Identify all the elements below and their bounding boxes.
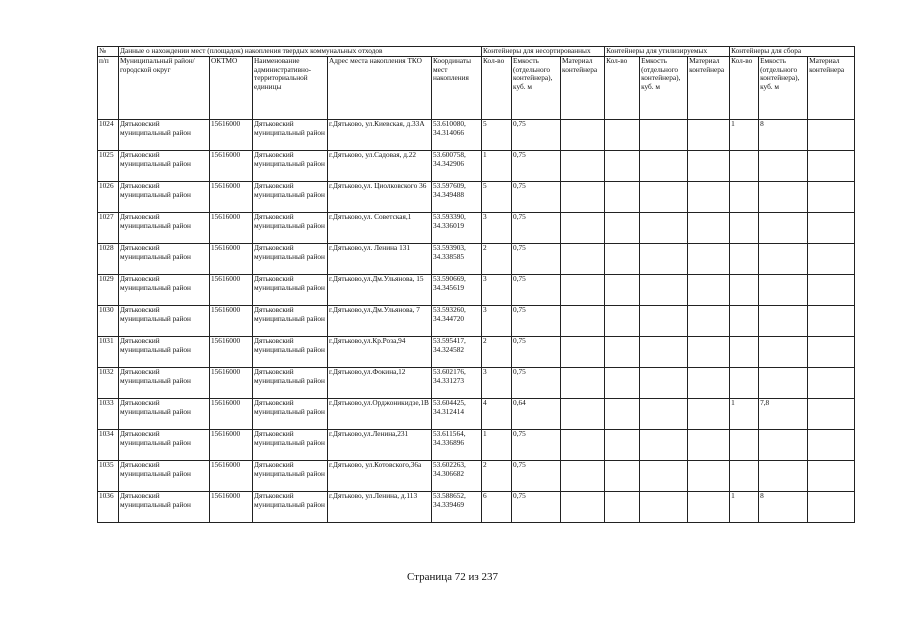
collection-quantity-cell <box>730 275 759 306</box>
header-recyclable-quantity: Кол-во <box>605 57 640 120</box>
header-unsorted-material: Материал контейнера <box>561 57 605 120</box>
row-number-cell: 1025 <box>98 151 119 182</box>
admin-unit-cell: Дятьковский муниципальный район <box>253 337 328 368</box>
collection-quantity-cell <box>730 306 759 337</box>
recyclable-material-cell <box>688 151 730 182</box>
unsorted-material-cell <box>561 430 605 461</box>
unsorted-quantity-cell: 5 <box>482 182 512 213</box>
collection-quantity-cell <box>730 182 759 213</box>
header-unsorted-quantity: Кол-во <box>482 57 512 120</box>
coordinates-cell: 53.602263, 34.306682 <box>432 461 482 492</box>
district-cell: Дятьковский муниципальный район <box>119 275 210 306</box>
collection-quantity-cell <box>730 368 759 399</box>
header-row-columns <box>98 57 855 120</box>
header-group-recyclable-containers: Контейнеры для утилизируемых <box>605 47 730 57</box>
table-row <box>98 461 855 492</box>
row-number-cell: 1027 <box>98 213 119 244</box>
header-unsorted-capacity: Емкость (отдельного контейнера), куб. м <box>512 57 561 120</box>
recyclable-quantity-cell <box>605 182 640 213</box>
unsorted-quantity-cell: 3 <box>482 306 512 337</box>
address-cell: г.Дятьково, ул.Котовского,36а <box>328 461 432 492</box>
unsorted-material-cell <box>561 182 605 213</box>
recyclable-quantity-cell <box>605 461 640 492</box>
row-number-cell: 1036 <box>98 492 119 523</box>
table-row <box>98 151 855 182</box>
collection-material-cell <box>808 337 855 368</box>
recyclable-material-cell <box>688 492 730 523</box>
recyclable-capacity-cell <box>640 399 688 430</box>
admin-unit-cell: Дятьковский муниципальный район <box>253 151 328 182</box>
collection-quantity-cell <box>730 461 759 492</box>
address-cell: г.Дятьково,ул.Орджоникидзе,1В <box>328 399 432 430</box>
address-cell: г.Дятьково,ул. Ленина 131 <box>328 244 432 275</box>
unsorted-material-cell <box>561 337 605 368</box>
row-number-cell: 1035 <box>98 461 119 492</box>
recyclable-quantity-cell <box>605 337 640 368</box>
collection-material-cell <box>808 151 855 182</box>
header-coordinates: Координаты мест накопления <box>432 57 482 120</box>
recyclable-material-cell <box>688 120 730 151</box>
table-row <box>98 368 855 399</box>
district-cell: Дятьковский муниципальный район <box>119 368 210 399</box>
recyclable-capacity-cell <box>640 430 688 461</box>
collection-capacity-cell <box>759 368 808 399</box>
header-oktmo: ОКТМО <box>210 57 253 120</box>
collection-material-cell <box>808 430 855 461</box>
coordinates-cell: 53.610080, 34.314066 <box>432 120 482 151</box>
recyclable-quantity-cell <box>605 213 640 244</box>
recyclable-quantity-cell <box>605 275 640 306</box>
address-cell: г.Дятьково,ул. Циолковского 36 <box>328 182 432 213</box>
collection-quantity-cell <box>730 430 759 461</box>
unsorted-capacity-cell: 0,64 <box>512 399 561 430</box>
row-number-cell: 1024 <box>98 120 119 151</box>
oktmo-cell: 15616000 <box>210 182 253 213</box>
page-counter: Страница 72 из 237 <box>406 571 499 583</box>
row-number-cell: 1026 <box>98 182 119 213</box>
header-group-unsorted-containers: Контейнеры для несортированных <box>482 47 605 57</box>
oktmo-cell: 15616000 <box>210 492 253 523</box>
unsorted-material-cell <box>561 368 605 399</box>
collection-material-cell <box>808 275 855 306</box>
unsorted-quantity-cell: 4 <box>482 399 512 430</box>
collection-quantity-cell <box>730 151 759 182</box>
recyclable-capacity-cell <box>640 306 688 337</box>
recyclable-material-cell <box>688 275 730 306</box>
row-number-cell: 1029 <box>98 275 119 306</box>
recyclable-capacity-cell <box>640 213 688 244</box>
header-group-collection-containers: Контейнеры для сбора <box>730 47 855 57</box>
table-row <box>98 306 855 337</box>
unsorted-quantity-cell: 2 <box>482 244 512 275</box>
table-row <box>98 182 855 213</box>
admin-unit-cell: Дятьковский муниципальный район <box>253 492 328 523</box>
unsorted-quantity-cell: 6 <box>482 492 512 523</box>
collection-quantity-cell: 1 <box>730 399 759 430</box>
unsorted-material-cell <box>561 213 605 244</box>
row-number-cell: 1028 <box>98 244 119 275</box>
recyclable-material-cell <box>688 337 730 368</box>
coordinates-cell: 53.588652, 34.339469 <box>432 492 482 523</box>
address-cell: г.Дятьково,ул.Дм.Ульянова, 15 <box>328 275 432 306</box>
header-collection-capacity: Емкость (отдельного контейнера), куб. м <box>759 57 808 120</box>
recyclable-capacity-cell <box>640 337 688 368</box>
header-group-location-data: Данные о нахождении мест (площадок) накопления твердых коммунальных отходов <box>119 47 482 57</box>
address-cell: г.Дятьково,ул.Кр.Роза,94 <box>328 337 432 368</box>
row-number-cell: 1032 <box>98 368 119 399</box>
admin-unit-cell: Дятьковский муниципальный район <box>253 399 328 430</box>
recyclable-material-cell <box>688 182 730 213</box>
collection-material-cell <box>808 492 855 523</box>
collection-quantity-cell: 1 <box>730 120 759 151</box>
header-address: Адрес места накопления ТКО <box>328 57 432 120</box>
unsorted-material-cell <box>561 306 605 337</box>
collection-capacity-cell <box>759 213 808 244</box>
oktmo-cell: 15616000 <box>210 337 253 368</box>
district-cell: Дятьковский муниципальный район <box>119 306 210 337</box>
oktmo-cell: 15616000 <box>210 430 253 461</box>
recyclable-material-cell <box>688 213 730 244</box>
collection-material-cell <box>808 461 855 492</box>
oktmo-cell: 15616000 <box>210 244 253 275</box>
oktmo-cell: 15616000 <box>210 120 253 151</box>
address-cell: г.Дятьково, ул.Киевская, д.33А <box>328 120 432 151</box>
recyclable-quantity-cell <box>605 151 640 182</box>
collection-material-cell <box>808 368 855 399</box>
collection-quantity-cell <box>730 244 759 275</box>
unsorted-quantity-cell: 3 <box>482 213 512 244</box>
district-cell: Дятьковский муниципальный район <box>119 120 210 151</box>
collection-capacity-cell <box>759 430 808 461</box>
unsorted-material-cell <box>561 461 605 492</box>
admin-unit-cell: Дятьковский муниципальный район <box>253 306 328 337</box>
unsorted-capacity-cell: 0,75 <box>512 306 561 337</box>
collection-material-cell <box>808 182 855 213</box>
collection-capacity-cell <box>759 306 808 337</box>
recyclable-quantity-cell <box>605 430 640 461</box>
collection-capacity-cell: 8 <box>759 492 808 523</box>
district-cell: Дятьковский муниципальный район <box>119 182 210 213</box>
unsorted-capacity-cell: 0,75 <box>512 368 561 399</box>
unsorted-material-cell <box>561 120 605 151</box>
district-cell: Дятьковский муниципальный район <box>119 492 210 523</box>
collection-capacity-cell: 8 <box>759 120 808 151</box>
address-cell: г.Дятьково,ул.Дм.Ульянова, 7 <box>328 306 432 337</box>
oktmo-cell: 15616000 <box>210 368 253 399</box>
recyclable-material-cell <box>688 306 730 337</box>
coordinates-cell: 53.590669, 34.345619 <box>432 275 482 306</box>
header-row-number: п/п <box>98 57 119 120</box>
recyclable-capacity-cell <box>640 182 688 213</box>
collection-quantity-cell <box>730 337 759 368</box>
unsorted-quantity-cell: 3 <box>482 368 512 399</box>
collection-capacity-cell <box>759 182 808 213</box>
oktmo-cell: 15616000 <box>210 275 253 306</box>
oktmo-cell: 15616000 <box>210 151 253 182</box>
coordinates-cell: 53.593260, 34.344720 <box>432 306 482 337</box>
unsorted-quantity-cell: 1 <box>482 430 512 461</box>
header-recyclable-material: Материал контейнера <box>688 57 730 120</box>
unsorted-material-cell <box>561 244 605 275</box>
recyclable-material-cell <box>688 244 730 275</box>
unsorted-capacity-cell: 0,75 <box>512 244 561 275</box>
row-number-cell: 1031 <box>98 337 119 368</box>
address-cell: г.Дятьково,ул. Советская,1 <box>328 213 432 244</box>
admin-unit-cell: Дятьковский муниципальный район <box>253 182 328 213</box>
unsorted-quantity-cell: 1 <box>482 151 512 182</box>
coordinates-cell: 53.602176, 34.331273 <box>432 368 482 399</box>
unsorted-capacity-cell: 0,75 <box>512 151 561 182</box>
district-cell: Дятьковский муниципальный район <box>119 151 210 182</box>
collection-capacity-cell <box>759 461 808 492</box>
unsorted-quantity-cell: 3 <box>482 275 512 306</box>
row-number-cell: 1030 <box>98 306 119 337</box>
unsorted-quantity-cell: 5 <box>482 120 512 151</box>
admin-unit-cell: Дятьковский муниципальный район <box>253 120 328 151</box>
district-cell: Дятьковский муниципальный район <box>119 399 210 430</box>
collection-material-cell <box>808 306 855 337</box>
unsorted-material-cell <box>561 399 605 430</box>
collection-capacity-cell <box>759 244 808 275</box>
unsorted-capacity-cell: 0,75 <box>512 461 561 492</box>
unsorted-quantity-cell: 2 <box>482 337 512 368</box>
recyclable-quantity-cell <box>605 120 640 151</box>
oktmo-cell: 15616000 <box>210 213 253 244</box>
unsorted-capacity-cell: 0,75 <box>512 430 561 461</box>
recyclable-capacity-cell <box>640 120 688 151</box>
admin-unit-cell: Дятьковский муниципальный район <box>253 244 328 275</box>
recyclable-capacity-cell <box>640 461 688 492</box>
recyclable-material-cell <box>688 461 730 492</box>
unsorted-material-cell <box>561 492 605 523</box>
collection-capacity-cell <box>759 337 808 368</box>
admin-unit-cell: Дятьковский муниципальный район <box>253 368 328 399</box>
district-cell: Дятьковский муниципальный район <box>119 213 210 244</box>
district-cell: Дятьковский муниципальный район <box>119 337 210 368</box>
recyclable-capacity-cell <box>640 275 688 306</box>
unsorted-capacity-cell: 0,75 <box>512 213 561 244</box>
district-cell: Дятьковский муниципальный район <box>119 430 210 461</box>
table-row <box>98 275 855 306</box>
header-collection-material: Материал контейнера <box>808 57 855 120</box>
admin-unit-cell: Дятьковский муниципальный район <box>253 430 328 461</box>
coordinates-cell: 53.593903, 34.338585 <box>432 244 482 275</box>
table-row <box>98 244 855 275</box>
table-row <box>98 430 855 461</box>
address-cell: г.Дятьково,ул.Фокина,12 <box>328 368 432 399</box>
recyclable-quantity-cell <box>605 399 640 430</box>
header-recyclable-capacity: Емкость (отдельного контейнера), куб. м <box>640 57 688 120</box>
district-cell: Дятьковский муниципальный район <box>119 244 210 275</box>
header-admin-unit: Наименование административно-территориальной единицы <box>253 57 328 120</box>
recyclable-quantity-cell <box>605 306 640 337</box>
coordinates-cell: 53.595417, 34.324582 <box>432 337 482 368</box>
table-row <box>98 120 855 151</box>
recyclable-capacity-cell <box>640 151 688 182</box>
recyclable-capacity-cell <box>640 244 688 275</box>
header-number-sign: № <box>98 47 119 57</box>
coordinates-cell: 53.600758, 34.342906 <box>432 151 482 182</box>
header-district: Муниципальный район/городской округ <box>119 57 210 120</box>
oktmo-cell: 15616000 <box>210 461 253 492</box>
recyclable-material-cell <box>688 399 730 430</box>
row-number-cell: 1033 <box>98 399 119 430</box>
unsorted-capacity-cell: 0,75 <box>512 120 561 151</box>
recyclable-quantity-cell <box>605 492 640 523</box>
header-collection-quantity: Кол-во <box>730 57 759 120</box>
admin-unit-cell: Дятьковский муниципальный район <box>253 213 328 244</box>
collection-material-cell <box>808 399 855 430</box>
unsorted-quantity-cell: 2 <box>482 461 512 492</box>
recyclable-quantity-cell <box>605 368 640 399</box>
collection-material-cell <box>808 213 855 244</box>
coordinates-cell: 53.604425, 34.312414 <box>432 399 482 430</box>
recyclable-capacity-cell <box>640 492 688 523</box>
unsorted-material-cell <box>561 275 605 306</box>
unsorted-capacity-cell: 0,75 <box>512 492 561 523</box>
header-row-groups <box>98 47 855 57</box>
oktmo-cell: 15616000 <box>210 399 253 430</box>
admin-unit-cell: Дятьковский муниципальный район <box>253 275 328 306</box>
row-number-cell: 1034 <box>98 430 119 461</box>
table-row <box>98 337 855 368</box>
table-row <box>98 492 855 523</box>
unsorted-capacity-cell: 0,75 <box>512 182 561 213</box>
collection-capacity-cell <box>759 275 808 306</box>
unsorted-material-cell <box>561 151 605 182</box>
collection-quantity-cell <box>730 213 759 244</box>
unsorted-capacity-cell: 0,75 <box>512 337 561 368</box>
collection-material-cell <box>808 244 855 275</box>
recyclable-material-cell <box>688 368 730 399</box>
address-cell: г.Дятьково, ул.Ленина, д.113 <box>328 492 432 523</box>
oktmo-cell: 15616000 <box>210 306 253 337</box>
coordinates-cell: 53.597609, 34.349488 <box>432 182 482 213</box>
recyclable-capacity-cell <box>640 368 688 399</box>
address-cell: г.Дятьково,ул.Ленина,231 <box>328 430 432 461</box>
address-cell: г.Дятьково, ул.Садовая, д.22 <box>328 151 432 182</box>
coordinates-cell: 53.593390, 34.336019 <box>432 213 482 244</box>
table-row <box>98 213 855 244</box>
coordinates-cell: 53.611564, 34.336896 <box>432 430 482 461</box>
recyclable-quantity-cell <box>605 244 640 275</box>
register-table <box>97 46 855 523</box>
district-cell: Дятьковский муниципальный район <box>119 461 210 492</box>
collection-quantity-cell: 1 <box>730 492 759 523</box>
collection-capacity-cell: 7,8 <box>759 399 808 430</box>
collection-material-cell <box>808 120 855 151</box>
recyclable-material-cell <box>688 430 730 461</box>
unsorted-capacity-cell: 0,75 <box>512 275 561 306</box>
admin-unit-cell: Дятьковский муниципальный район <box>253 461 328 492</box>
collection-capacity-cell <box>759 151 808 182</box>
table-row <box>98 399 855 430</box>
